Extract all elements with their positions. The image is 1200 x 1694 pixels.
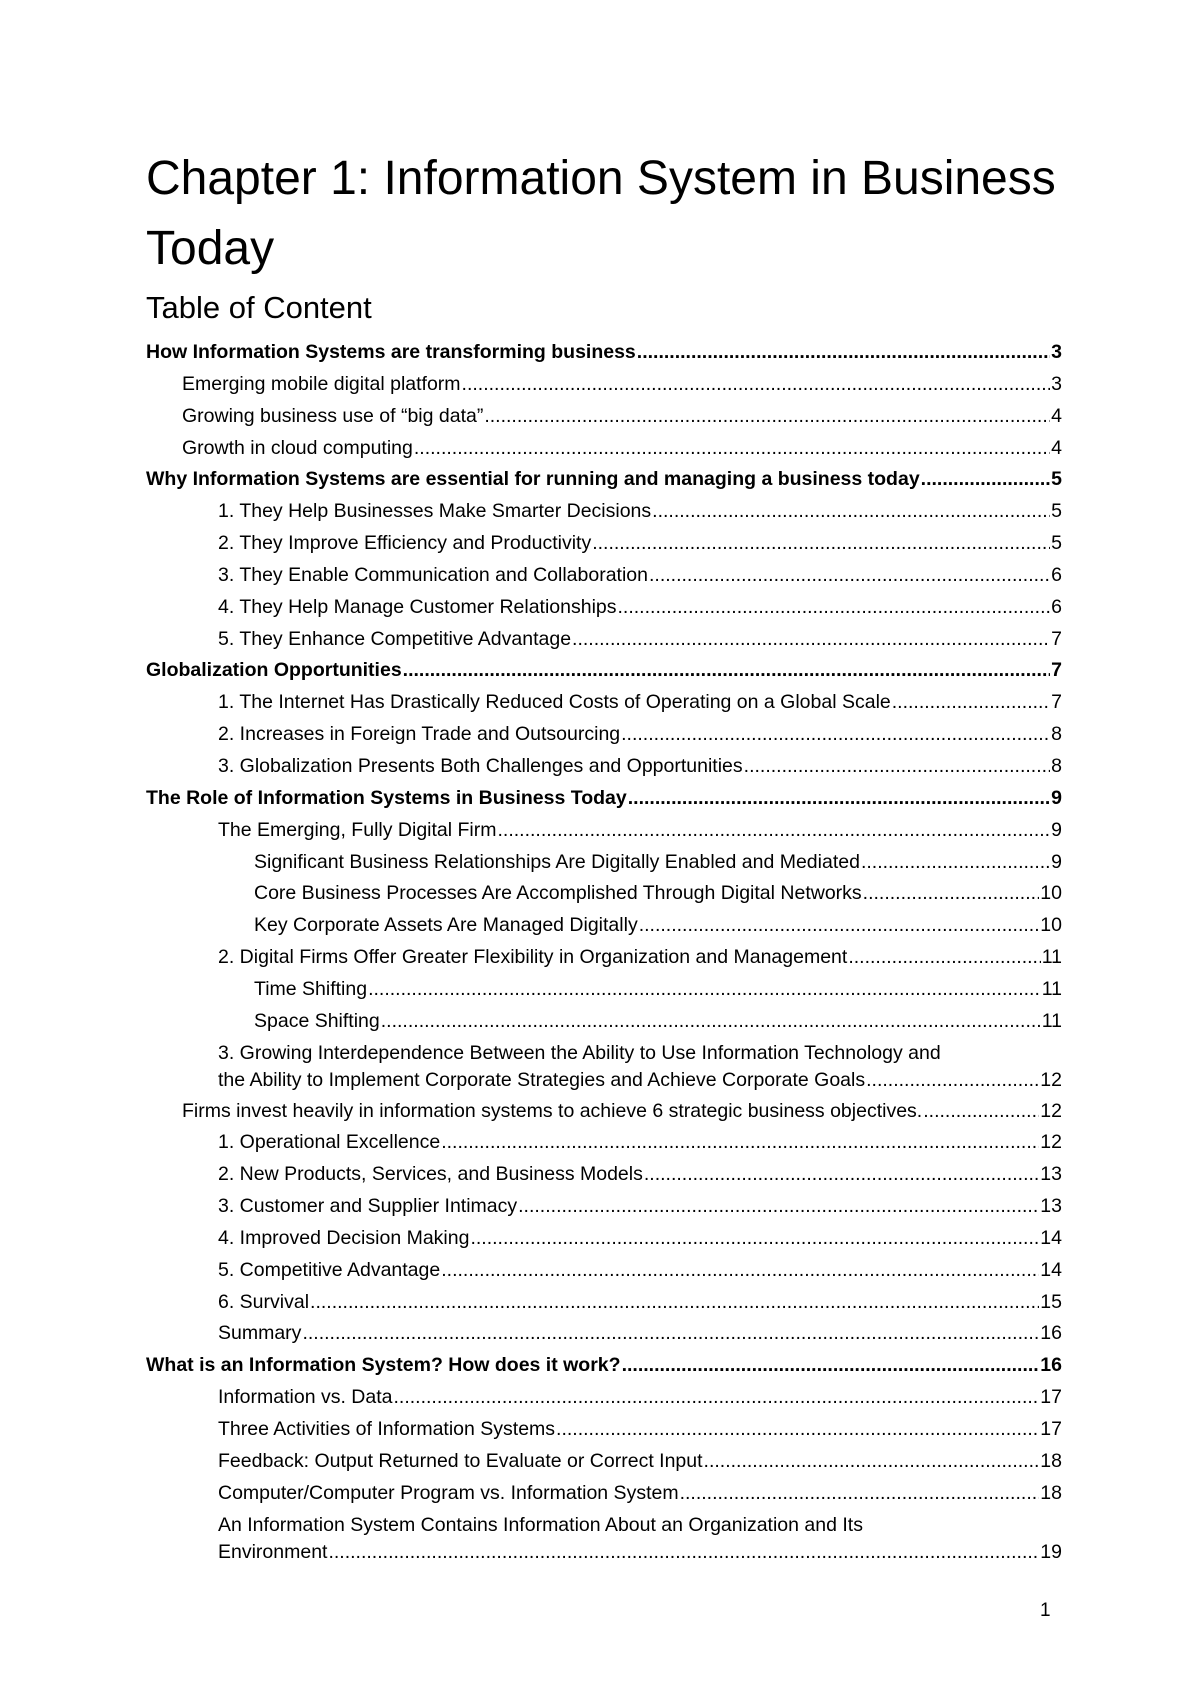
toc-entry-page: 14 [1040, 1258, 1062, 1281]
toc-entry-label: 2. Digital Firms Offer Greater Flexibility in Organization and Management [218, 946, 848, 969]
toc-entry-page: 16 [1040, 1322, 1062, 1345]
toc-entry-label: Time Shifting [254, 977, 368, 1000]
dot-leader [921, 464, 1050, 496]
toc-entry-page: 4 [1051, 436, 1062, 459]
toc-entry[interactable] [0, 1350, 1200, 1382]
toc-entry-label: 3. Customer and Supplier Intimacy [218, 1195, 518, 1218]
toc-entry[interactable] [0, 1191, 1200, 1223]
toc-entry[interactable] [0, 655, 1200, 687]
toc-entry-page: 5 [1051, 500, 1062, 523]
toc-entry-label: 1. Operational Excellence [218, 1131, 441, 1154]
toc-entry-label: 4. They Help Manage Customer Relationships [218, 595, 617, 618]
toc-entry-label: the Ability to Implement Corporate Strategies and Achieve Corporate Goals [218, 1068, 866, 1091]
toc-entry-page: 7 [1051, 627, 1062, 650]
toc-entry-label: 4. Improved Decision Making [218, 1226, 470, 1249]
dot-leader [621, 719, 1050, 751]
toc-entry[interactable] [0, 1255, 1200, 1287]
dot-leader [592, 528, 1050, 560]
toc-entry[interactable] [0, 974, 1200, 1006]
toc-entry[interactable] [0, 1446, 1200, 1478]
dot-leader [863, 878, 1040, 910]
dot-leader [462, 369, 1051, 401]
toc-entry[interactable] [0, 401, 1200, 433]
toc-entry-label: 1. The Internet Has Drastically Reduced Costs of Operating on a Global Scale [218, 691, 891, 714]
toc-entry-page: 9 [1051, 786, 1062, 809]
toc-entry-page: 16 [1040, 1354, 1062, 1377]
toc-entry-page: 19 [1040, 1540, 1062, 1563]
dot-leader [484, 401, 1050, 433]
toc-entry-page: 13 [1040, 1195, 1062, 1218]
dot-leader [441, 1127, 1039, 1159]
toc-entry-page: 7 [1051, 659, 1062, 682]
dot-leader [497, 815, 1050, 847]
toc-entry-label: Core Business Processes Are Accomplished Through Digital Networks [254, 882, 862, 905]
toc-entry-label: Key Corporate Assets Are Managed Digitally [254, 914, 638, 937]
dot-leader [403, 655, 1050, 687]
toc-entry[interactable] [0, 1414, 1200, 1446]
toc-entry[interactable] [0, 1159, 1200, 1191]
toc-entry[interactable] [0, 1006, 1200, 1038]
table-of-contents [0, 337, 1200, 1568]
toc-entry[interactable] [0, 1287, 1200, 1319]
dot-leader [441, 1255, 1039, 1287]
toc-entry-page: 17 [1040, 1386, 1062, 1409]
toc-entry-label: 3. Globalization Presents Both Challenges and Opportunities [218, 754, 743, 777]
toc-entry[interactable] [0, 1223, 1200, 1255]
toc-entry[interactable] [0, 1096, 1200, 1128]
dot-leader [572, 624, 1050, 656]
dot-leader [861, 847, 1050, 879]
toc-entry[interactable] [0, 815, 1200, 847]
toc-entry-page: 6 [1051, 595, 1062, 618]
toc-entry-label: Emerging mobile digital platform [182, 372, 461, 395]
dot-leader [470, 1223, 1039, 1255]
toc-entry-page: 11 [1041, 1009, 1062, 1032]
toc-entry[interactable] [0, 1478, 1200, 1510]
dot-leader [649, 560, 1050, 592]
dot-leader [518, 1191, 1039, 1223]
toc-entry-page: 3 [1051, 341, 1062, 363]
toc-entry[interactable] [0, 1382, 1200, 1414]
dot-leader [328, 1539, 1039, 1566]
chapter-title: Chapter 1: Information System in Business Today [146, 152, 1056, 275]
dot-leader [618, 592, 1051, 624]
toc-entry-label: What is an Information System? How does it work? [146, 1354, 621, 1377]
toc-entry-page: 10 [1040, 914, 1062, 937]
toc-entry-page: 12 [1040, 1099, 1062, 1122]
toc-entry-page: 8 [1051, 723, 1062, 746]
toc-entry-label: 3. They Enable Communication and Collaboration [218, 563, 648, 586]
toc-entry-page: 9 [1051, 850, 1062, 873]
toc-entry[interactable] [0, 1038, 1200, 1096]
toc-entry-label: Firms invest heavily in information systems to achieve 6 strategic business objectives. [182, 1099, 923, 1122]
toc-entry-label: Growth in cloud computing [182, 436, 413, 459]
dot-leader [704, 1446, 1040, 1478]
toc-entry[interactable] [0, 337, 1200, 369]
dot-leader [892, 687, 1050, 719]
toc-entry-label: 2. Increases in Foreign Trade and Outsourcing [218, 723, 621, 746]
toc-entry[interactable] [0, 433, 1200, 465]
toc-heading: Table of Content [146, 290, 372, 325]
toc-entry-page: 7 [1051, 691, 1062, 714]
toc-entry-label: Why Information Systems are essential for running and managing a business today [146, 468, 920, 491]
toc-entry[interactable] [0, 942, 1200, 974]
toc-entry-label: The Role of Information Systems in Business Today [146, 786, 627, 809]
toc-entry-label: Globalization Opportunities [146, 659, 402, 682]
dot-leader [744, 751, 1050, 783]
toc-entry-label: 5. They Enhance Competitive Advantage [218, 627, 572, 650]
dot-leader [644, 1159, 1039, 1191]
toc-entry-label: Feedback: Output Returned to Evaluate or Correct Input [218, 1449, 703, 1472]
toc-entry[interactable] [0, 719, 1200, 751]
dot-leader [680, 1478, 1040, 1510]
dot-leader [556, 1414, 1039, 1446]
dot-leader [414, 433, 1050, 465]
toc-entry-label: 2. They Improve Efficiency and Productivity [218, 532, 592, 555]
toc-entry-label: An Information System Contains Information About an Organization and Its [218, 1513, 863, 1536]
toc-entry-page: 9 [1051, 818, 1062, 841]
toc-entry-label: 3. Growing Interdependence Between the Ability to Use Information Technology and [218, 1041, 941, 1064]
toc-entry-label: The Emerging, Fully Digital Firm [218, 818, 497, 841]
toc-entry[interactable] [0, 1510, 1200, 1568]
dot-leader [368, 974, 1041, 1006]
toc-entry-page: 12 [1040, 1131, 1062, 1154]
toc-entry[interactable] [0, 751, 1200, 783]
toc-entry-label: Growing business use of “big data” [182, 404, 484, 427]
toc-entry[interactable] [0, 783, 1200, 815]
toc-entry-label: Environment [218, 1540, 328, 1563]
toc-entry[interactable] [0, 878, 1200, 910]
toc-entry[interactable] [0, 592, 1200, 624]
toc-entry[interactable] [0, 560, 1200, 592]
toc-entry-page: 18 [1040, 1449, 1062, 1472]
toc-entry-label: Computer/Computer Program vs. Information System [218, 1481, 679, 1504]
toc-entry-page: 11 [1041, 977, 1062, 1000]
dot-leader [639, 910, 1040, 942]
toc-entry-page: 18 [1040, 1481, 1062, 1504]
toc-entry-page: 11 [1041, 946, 1062, 969]
dot-leader [848, 942, 1040, 974]
toc-entry-page: 5 [1051, 532, 1062, 555]
toc-entry[interactable] [0, 528, 1200, 560]
toc-entry-label: Three Activities of Information Systems [218, 1418, 556, 1440]
toc-entry-label: Space Shifting [254, 1009, 380, 1032]
toc-entry-label: 1. They Help Businesses Make Smarter Decisions [218, 500, 652, 523]
toc-entry-label: 5. Competitive Advantage [218, 1258, 441, 1281]
toc-entry-label: How Information Systems are transforming business [146, 341, 636, 363]
toc-entry[interactable] [0, 910, 1200, 942]
toc-entry-label: 6. Survival [218, 1290, 310, 1313]
toc-entry-page: 3 [1051, 372, 1062, 395]
toc-entry-page: 10 [1040, 882, 1062, 905]
dot-leader [866, 1067, 1039, 1094]
toc-entry-page: 12 [1040, 1068, 1062, 1091]
toc-entry[interactable] [0, 464, 1200, 496]
toc-entry-page: 14 [1040, 1226, 1062, 1249]
dot-leader [923, 1096, 1039, 1128]
dot-leader [622, 1350, 1040, 1382]
toc-entry-page: 5 [1051, 468, 1062, 491]
dot-leader [381, 1006, 1041, 1038]
toc-entry-page: 6 [1051, 563, 1062, 586]
dot-leader [394, 1382, 1040, 1414]
toc-entry-page: 17 [1040, 1418, 1062, 1440]
toc-entry[interactable] [0, 1318, 1200, 1350]
toc-entry-page: 15 [1040, 1290, 1062, 1313]
toc-entry-label: 2. New Products, Services, and Business Models [218, 1163, 643, 1186]
toc-entry[interactable] [0, 1127, 1200, 1159]
dot-leader [637, 337, 1050, 369]
toc-entry[interactable] [0, 687, 1200, 719]
dot-leader [652, 496, 1050, 528]
dot-leader [310, 1287, 1039, 1319]
toc-entry-page: 4 [1051, 404, 1062, 427]
page-number: 1 [1040, 1600, 1051, 1621]
toc-entry-label: Summary [218, 1322, 302, 1345]
toc-entry[interactable] [0, 624, 1200, 656]
toc-entry[interactable] [0, 496, 1200, 528]
toc-entry[interactable] [0, 369, 1200, 401]
dot-leader [628, 783, 1050, 815]
dot-leader [302, 1318, 1039, 1350]
toc-entry-label: Information vs. Data [218, 1386, 393, 1409]
toc-entry[interactable] [0, 847, 1200, 879]
toc-entry-label: Significant Business Relationships Are Digitally Enabled and Mediated [254, 850, 860, 873]
toc-entry-page: 8 [1051, 754, 1062, 777]
toc-entry-page: 13 [1040, 1163, 1062, 1186]
